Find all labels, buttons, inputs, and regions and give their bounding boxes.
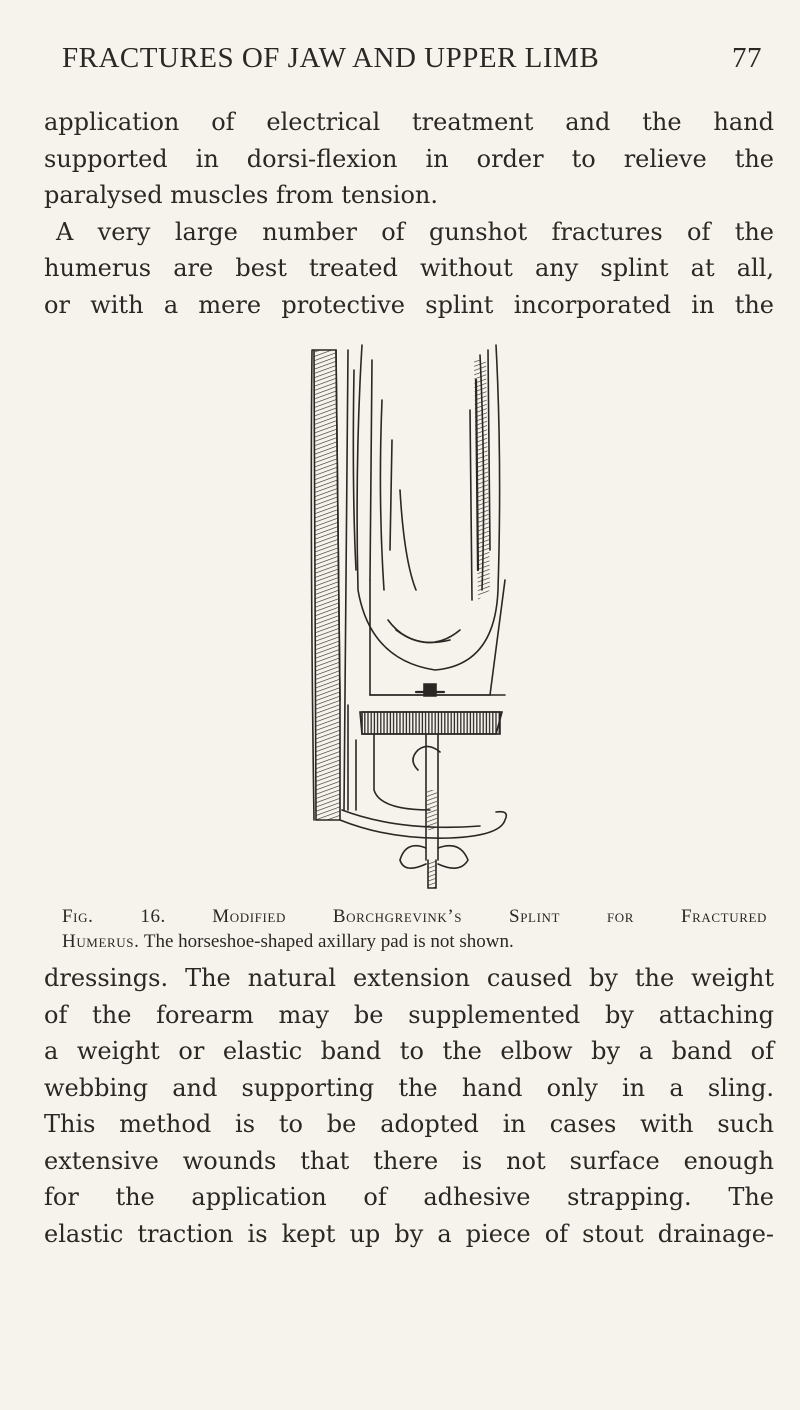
text-line: extensive wounds that there is not surface enough xyxy=(44,1146,774,1175)
text-line: a weight or elastic band to the elbow by a band of xyxy=(44,1037,774,1065)
caption-text: The horseshoe-shaped axillary pad is not shown. xyxy=(143,931,514,952)
text-line: humerus are best treated without any splint at all, xyxy=(44,254,774,282)
text-line: A very large number of gunshot fractures of the xyxy=(56,217,774,246)
figure-caption xyxy=(62,904,767,954)
header-title: FRACTURES OF JAW AND UPPER LIMB xyxy=(62,42,600,74)
caption-label: Fig. 16. xyxy=(62,906,166,927)
text-line: application of electrical treatment and the hand xyxy=(44,108,774,136)
text-line: This method is to be adopted in cases with such xyxy=(44,1110,774,1138)
caption-line-1 xyxy=(62,904,767,929)
caption-title: Modified Borchgrevink’s Splint for Fractured xyxy=(212,906,767,927)
running-header xyxy=(62,42,762,75)
splint-drawing xyxy=(300,340,530,900)
paragraph-bottom xyxy=(44,960,774,1252)
paragraph-top xyxy=(44,104,774,323)
splint-illustration xyxy=(300,340,530,900)
caption-title-cont: Humerus. xyxy=(62,931,140,952)
text-line: of the forearm may be supplemented by attaching xyxy=(44,1000,774,1029)
text-line: or with a mere protective splint incorporated in the xyxy=(44,290,774,319)
text-line: webbing and supporting the hand only in a sling. xyxy=(44,1073,774,1102)
text-line: elastic traction is kept up by a piece of stout drainage- xyxy=(44,1219,774,1248)
text-line: for the application of adhesive strapping. The xyxy=(44,1183,774,1211)
caption-line-2 xyxy=(62,929,767,954)
page-number: 77 xyxy=(732,42,762,74)
text-line: supported in dorsi-flexion in order to relieve the xyxy=(44,144,774,173)
text-line: paralysed muscles from tension. xyxy=(44,181,439,209)
text-line: dressings. The natural extension caused by the weight xyxy=(44,964,774,992)
